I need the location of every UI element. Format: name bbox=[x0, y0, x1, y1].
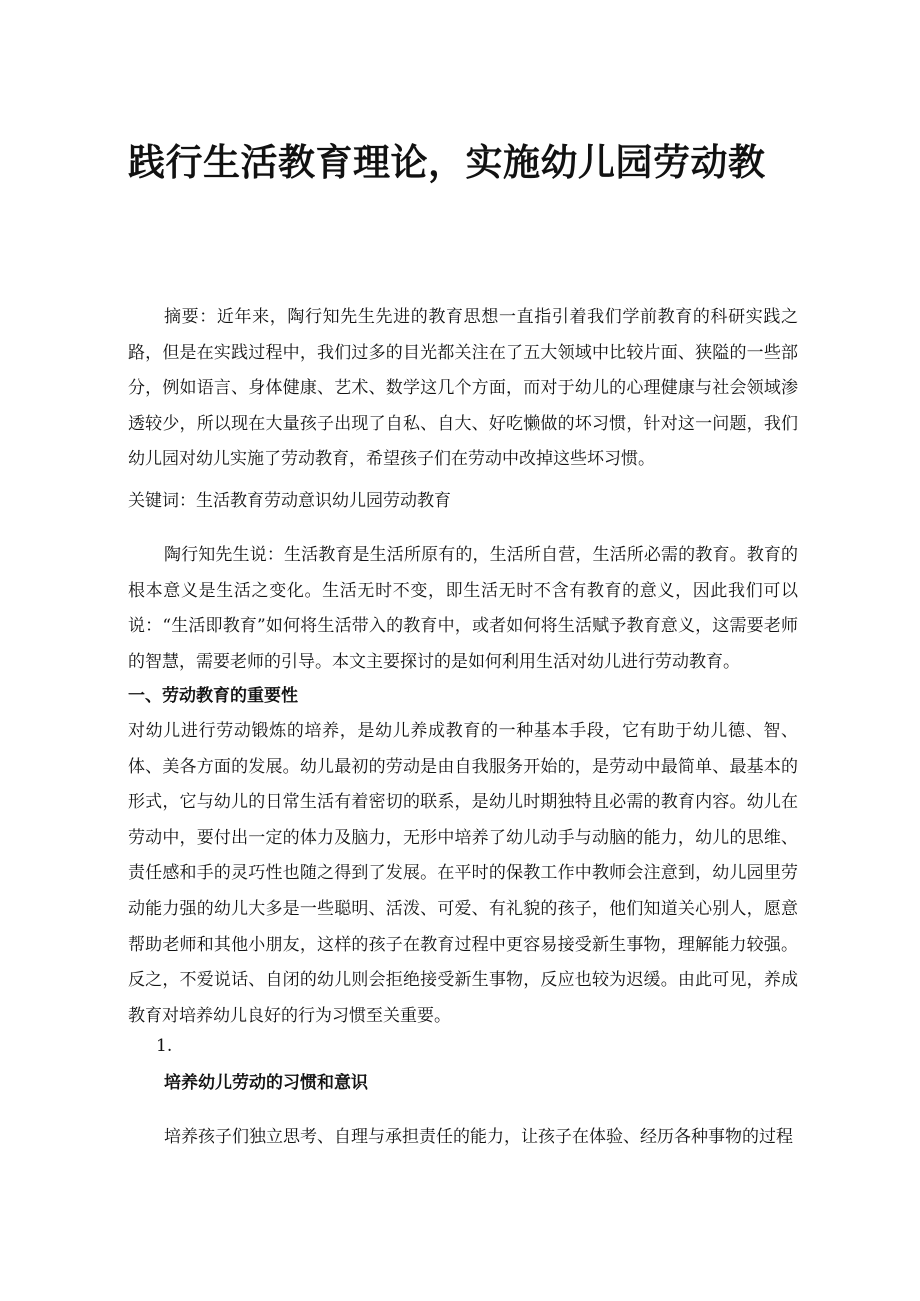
section-body: 对幼儿进行劳动锻炼的培养，是幼儿养成教育的一种基本手段，它有助于幼儿德、智、体、美各方面的发展。幼儿最初的劳动是由自我服务开始的，是劳动中最简单、最基本的形式，它与幼儿的日常生活有着密切的联系，是幼儿时期独特且必需的教育内容。幼儿在劳动中，要付出一定的体力及脑力，无形中培养了幼儿动手与动脑的能力，幼儿的思维、责任感和手的灵巧性也随之得到了发展。在平时的保教工作中教师会注意到，幼儿园里劳动能力强的幼儿大多是一些聪明、活泼、可爱、有礼貌的孩子，他们知道关心别人，愿意帮助老师和其他小朋友，这样的孩子在教育过程中更容易接受新生事物，理解能力较强。反之，不爱说话、自闭的幼儿则会拒绝接受新生事物，反应也较为迟缓。由此可见，养成教育对培养幼儿良好的行为习惯至关重要。 bbox=[128, 721, 798, 1026]
subsection-body: 培养孩子们独立思考、自理与承担责任的能力，让孩子在体验、经历各种事物的过程 bbox=[164, 1127, 793, 1147]
subsection-number: 1. bbox=[156, 1036, 173, 1056]
intro-paragraph: 陶行知先生说：生活教育是生活所原有的，生活所自营，生活所必需的教育。教育的根本意义是生活之变化。生活无时不变，即生活无时不含有教育的意义，因此我们可以说：“生活即教育”如何将生活带入的教育中，或者如何将生活赋予教育意义，这需要老师的智慧，需要老师的引导。本文主要探讨的是如何利用生活对幼儿进行劳动教育。 bbox=[128, 545, 798, 672]
document-title: 践行生活教育理论，实施幼儿园劳动教 bbox=[128, 141, 766, 184]
subsection-heading: 培养幼儿劳动的习惯和意识 bbox=[164, 1073, 368, 1093]
abstract-paragraph: 摘要：近年来，陶行知先生先进的教育思想一直指引着我们学前教育的科研实践之路，但是在实践过程中，我们过多的目光都关注在了五大领域中比较片面、狭隘的一些部分，例如语言、身体健康、艺术、数学这几个方面，而对于幼儿的心理健康与社会领域渗透较少，所以现在大量孩子出现了自私、自大、好吃懒做的坏习惯，针对这一问题，我们幼儿园对幼儿实施了劳动教育，希望孩子们在劳动中改掉这些坏习惯。 bbox=[128, 307, 798, 470]
keywords-line: 关键词：生活教育劳动意识幼儿园劳动教育 bbox=[128, 491, 451, 511]
section-heading: 一、劳动教育的重要性 bbox=[128, 686, 298, 706]
